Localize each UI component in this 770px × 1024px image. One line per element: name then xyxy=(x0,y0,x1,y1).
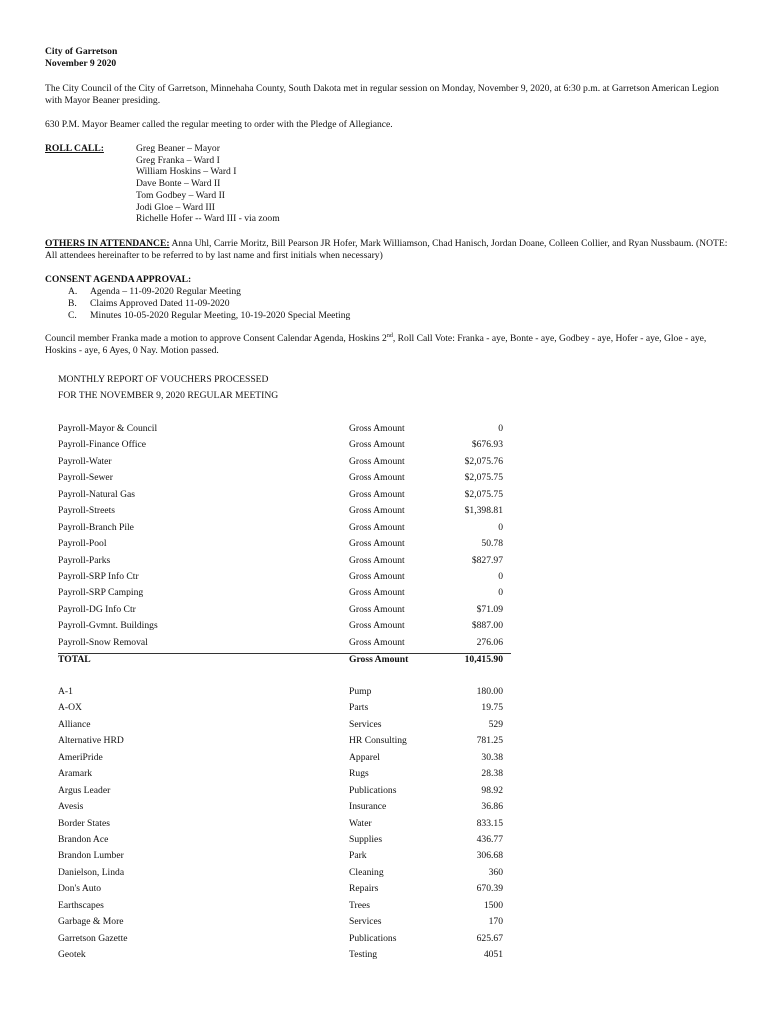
row-type: Gross Amount xyxy=(349,587,405,599)
row-type: Testing xyxy=(349,949,378,960)
row-name: Payroll-Natural Gas xyxy=(58,488,135,500)
row-name: Don's Auto xyxy=(58,883,102,895)
row-amount: 4051 xyxy=(483,949,503,960)
row-name: Avesis xyxy=(58,801,84,813)
row-amount: 170 xyxy=(488,916,503,928)
row-amount: 276.06 xyxy=(476,636,503,648)
row-name: Payroll-Parks xyxy=(58,554,111,566)
row-amount: 19.75 xyxy=(481,702,503,714)
row-amount: 306.68 xyxy=(476,850,503,862)
table-row xyxy=(58,933,511,949)
roll-call-list xyxy=(136,143,280,225)
row-name: Geotek xyxy=(58,949,86,960)
row-name: Payroll-Water xyxy=(58,455,112,467)
row-name: Earthscapes xyxy=(58,899,104,911)
motion-sup: nd xyxy=(386,332,393,339)
row-type: Insurance xyxy=(349,801,387,813)
table-row xyxy=(58,489,511,505)
table-row xyxy=(58,702,511,718)
row-name: Payroll-Pool xyxy=(58,538,107,550)
consent-item-text: Minutes 10-05-2020 Regular Meeting, 10-19-2020 Special Meeting xyxy=(90,310,351,321)
total-amount: 10,415.90 xyxy=(464,654,503,665)
row-name: Danielson, Linda xyxy=(58,866,125,878)
table-row xyxy=(58,735,511,751)
city-name: City of Garretson xyxy=(45,46,118,57)
total-type: Gross Amount xyxy=(349,654,409,665)
table-row xyxy=(58,883,511,899)
table-row xyxy=(58,538,511,554)
row-type: Gross Amount xyxy=(349,554,405,566)
row-amount: $1,398.81 xyxy=(464,505,503,517)
row-amount: $2,075.75 xyxy=(464,472,503,484)
roll-call-member: Dave Bonte – Ward II xyxy=(136,178,221,190)
row-name: Payroll-Finance Office xyxy=(58,439,147,451)
table-row xyxy=(58,423,511,439)
row-amount: 0 xyxy=(498,521,503,533)
row-name: A-OX xyxy=(58,702,82,714)
motion-text-before: Council member Franka made a motion to approve Consent Calendar Agenda, Hoskins 2 xyxy=(45,333,387,344)
roll-call-member: Richelle Hofer -- Ward III - via zoom xyxy=(136,213,280,225)
total-row xyxy=(58,653,511,670)
row-type: Repairs xyxy=(349,883,379,895)
table-row xyxy=(58,801,511,817)
roll-call-member: William Hoskins – Ward I xyxy=(136,166,237,178)
table-row xyxy=(58,637,511,653)
row-amount: 781.25 xyxy=(476,735,503,747)
row-amount: 833.15 xyxy=(476,817,503,829)
row-amount: 50.78 xyxy=(481,538,503,550)
row-amount: 360 xyxy=(488,866,503,878)
table-row xyxy=(58,867,511,883)
roll-call-member: Greg Beaner – Mayor xyxy=(136,143,220,154)
row-amount: 436.77 xyxy=(476,833,503,845)
row-type: Gross Amount xyxy=(349,570,405,582)
row-name: A-1 xyxy=(58,686,73,697)
row-type: Gross Amount xyxy=(349,538,405,550)
table-row xyxy=(58,850,511,866)
row-name: Brandon Lumber xyxy=(58,850,124,862)
row-name: Payroll-SRP Info Ctr xyxy=(58,570,139,582)
consent-item-text: Agenda – 11-09-2020 Regular Meeting xyxy=(90,286,241,297)
row-name: Aramark xyxy=(58,768,93,780)
payroll-table xyxy=(58,423,511,653)
row-name: AmeriPride xyxy=(58,751,103,763)
document-header xyxy=(45,46,117,70)
row-type: Gross Amount xyxy=(349,455,405,467)
row-type: Apparel xyxy=(349,751,380,763)
row-name: Payroll-Branch Pile xyxy=(58,521,134,533)
row-amount: $676.93 xyxy=(471,439,503,451)
roll-call-member: Tom Godbey – Ward II xyxy=(136,189,225,201)
table-row xyxy=(58,505,511,521)
row-type: Gross Amount xyxy=(349,620,405,632)
table-row xyxy=(58,785,511,801)
row-name: Payroll-Snow Removal xyxy=(58,636,148,648)
total-label: TOTAL xyxy=(58,654,91,665)
report-title: MONTHLY REPORT OF VOUCHERS PROCESSED xyxy=(58,374,269,385)
motion-paragraph xyxy=(45,333,735,357)
row-type: Rugs xyxy=(349,768,369,780)
row-type: Gross Amount xyxy=(349,439,405,451)
vendor-table xyxy=(58,686,511,965)
row-type: Pump xyxy=(349,686,372,697)
call-to-order: 630 P.M. Mayor Beamer called the regular meeting to order with the Pledge of Allegiance. xyxy=(45,119,393,130)
table-row xyxy=(58,439,511,455)
table-row xyxy=(58,456,511,472)
row-type: Services xyxy=(349,718,382,730)
table-row xyxy=(58,555,511,571)
row-name: Garretson Gazette xyxy=(58,932,128,944)
row-name: Brandon Ace xyxy=(58,833,109,845)
row-name: Argus Leader xyxy=(58,784,111,796)
row-amount: 0 xyxy=(498,423,503,434)
report-subtitle: FOR THE NOVEMBER 9, 2020 REGULAR MEETING xyxy=(58,390,279,401)
table-row xyxy=(58,522,511,538)
row-amount: 1500 xyxy=(483,899,503,911)
row-type: Gross Amount xyxy=(349,505,405,517)
row-amount: 36.86 xyxy=(481,801,503,813)
row-type: Parts xyxy=(349,702,369,714)
row-amount: 98.92 xyxy=(481,784,503,796)
consent-item-letter: A. xyxy=(68,286,78,297)
table-row xyxy=(58,604,511,620)
row-amount: 0 xyxy=(498,570,503,582)
row-amount: $2,075.75 xyxy=(464,488,503,500)
meeting-date: November 9 2020 xyxy=(45,58,117,69)
row-type: Gross Amount xyxy=(349,603,405,615)
row-amount: 625.67 xyxy=(476,932,503,944)
row-name: Garbage & More xyxy=(58,916,124,928)
table-row xyxy=(58,818,511,834)
row-type: Publications xyxy=(349,932,397,944)
table-row xyxy=(58,472,511,488)
row-name: Payroll-Sewer xyxy=(58,472,113,484)
row-amount: 529 xyxy=(488,718,503,730)
row-name: Border States xyxy=(58,817,110,829)
row-name: Payroll-Gvmnt. Buildings xyxy=(58,620,158,632)
motion-text-after: , Roll Call Vote: Franka - aye, Bonte - aye, Godbey - aye, Hofer - aye, Gloe - aye, Hoskins - aye, 6 Ayes, 0 Nay. Motion passed. xyxy=(45,333,707,356)
row-name: Payroll-SRP Camping xyxy=(58,587,144,599)
others-in-attendance xyxy=(45,238,735,262)
others-text: Anna Uhl, Carrie Moritz, Bill Pearson JR Hofer, Mark Williamson, Chad Hanisch, Jordan Doane, Colleen Collier, and Ryan Nussbaum. (NOTE: All attendees hereinafter to be referred to by last name and first initials when necessary) xyxy=(45,238,728,261)
table-row xyxy=(58,620,511,636)
table-row xyxy=(58,949,511,965)
row-name: Payroll-Streets xyxy=(58,505,116,517)
row-type: Trees xyxy=(349,899,370,911)
row-type: Park xyxy=(349,850,367,862)
consent-heading: CONSENT AGENDA APPROVAL: xyxy=(45,274,192,285)
row-type: Publications xyxy=(349,784,397,796)
row-type: Gross Amount xyxy=(349,488,405,500)
row-type: Water xyxy=(349,817,372,829)
table-row xyxy=(58,916,511,932)
row-type: Services xyxy=(349,916,382,928)
row-amount: $71.09 xyxy=(476,603,503,615)
row-name: Alternative HRD xyxy=(58,735,124,747)
row-name: Alliance xyxy=(58,718,91,730)
consent-item-letter: B. xyxy=(68,298,77,309)
row-amount: 28.38 xyxy=(481,768,503,780)
row-amount: 0 xyxy=(498,587,503,599)
table-row xyxy=(58,587,511,603)
roll-call-member: Greg Franka – Ward I xyxy=(136,154,220,166)
consent-item-text: Claims Approved Dated 11-09-2020 xyxy=(90,298,230,309)
row-name: Payroll-DG Info Ctr xyxy=(58,603,136,615)
intro-paragraph: The City Council of the City of Garretson, Minnehaha County, South Dakota met in regular session on Monday, November 9, 2020, at 6:30 p.m. at Garretson American Legion with Mayor Beaner presiding. xyxy=(45,83,719,106)
row-amount: $887.00 xyxy=(471,620,503,632)
row-type: Gross Amount xyxy=(349,472,405,484)
row-type: HR Consulting xyxy=(349,735,407,747)
row-amount: $827.97 xyxy=(471,554,503,566)
table-row xyxy=(58,834,511,850)
table-row xyxy=(58,900,511,916)
row-amount: 30.38 xyxy=(481,751,503,763)
table-row xyxy=(58,719,511,735)
row-type: Gross Amount xyxy=(349,521,405,533)
roll-call-label: ROLL CALL: xyxy=(45,143,104,154)
row-amount: $2,075.76 xyxy=(464,455,503,467)
table-row xyxy=(58,768,511,784)
total-row-wrap xyxy=(58,653,511,670)
row-type: Cleaning xyxy=(349,866,384,878)
table-row xyxy=(58,686,511,702)
roll-call-member: Jodi Gloe – Ward III xyxy=(136,201,215,213)
row-amount: 670.39 xyxy=(476,883,503,895)
row-type: Supplies xyxy=(349,833,383,845)
row-amount: 180.00 xyxy=(476,686,503,697)
others-label: OTHERS IN ATTENDANCE: xyxy=(45,238,170,249)
row-type: Gross Amount xyxy=(349,423,405,434)
row-type: Gross Amount xyxy=(349,636,405,648)
table-row xyxy=(58,752,511,768)
table-row xyxy=(58,571,511,587)
consent-item-letter: C. xyxy=(68,310,77,321)
row-name: Payroll-Mayor & Council xyxy=(58,423,158,434)
